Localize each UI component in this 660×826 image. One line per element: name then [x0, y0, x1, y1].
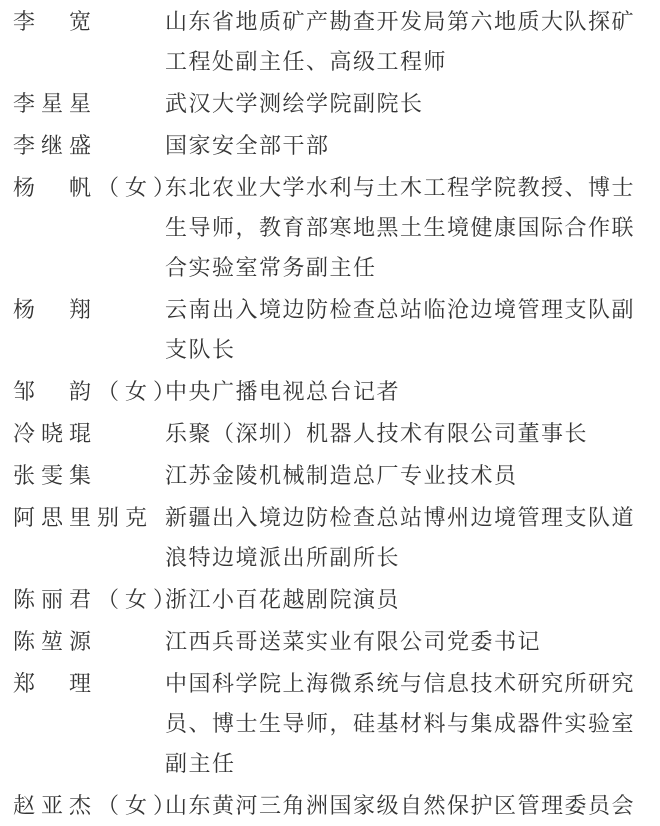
honoree-name: 阿思里别克 — [13, 505, 154, 530]
honoree-entry — [13, 84, 660, 124]
honoree-entry — [13, 414, 660, 454]
honoree-description: 中央广播电视总台记者 — [165, 379, 401, 404]
honoree-description: 山东黄河三角洲国家级自然保护区管理委员会 — [165, 793, 636, 818]
honoree-name: 冷晓琨 — [13, 421, 98, 446]
honoree-name: 李继盛 — [13, 133, 98, 158]
honoree-description: 云南出入境边防检查总站临沧边境管理支队副支队长 — [165, 297, 636, 362]
honoree-entry — [13, 580, 660, 620]
honoree-entry — [13, 290, 660, 370]
honoree-name: 杨 帆（女） — [13, 175, 182, 200]
honoree-description: 江西兵哥送菜实业有限公司党委书记 — [165, 629, 542, 654]
honoree-entry — [13, 498, 660, 578]
honoree-entry — [13, 456, 660, 496]
honoree-name: 赵亚杰（女） — [13, 793, 182, 818]
honoree-name: 李 宽 — [13, 9, 98, 34]
honoree-entry — [13, 168, 660, 288]
honoree-entry — [13, 786, 660, 826]
honoree-description: 武汉大学测绘学院副院长 — [165, 91, 424, 116]
honoree-description: 新疆出入境边防检查总站博州边境管理支队道浪特边境派出所副所长 — [165, 505, 636, 570]
honoree-description: 江苏金陵机械制造总厂专业技术员 — [165, 463, 518, 488]
honoree-name: 郑 理 — [13, 671, 98, 696]
honoree-description: 东北农业大学水利与土木工程学院教授、博士生导师，教育部寒地黑土生境健康国际合作联合实验室常务副主任 — [165, 175, 636, 280]
honoree-name: 邹 韵（女） — [13, 379, 182, 404]
honoree-name: 杨 翔 — [13, 297, 98, 322]
honoree-description: 乐聚（深圳）机器人技术有限公司董事长 — [165, 421, 589, 446]
honoree-description: 浙江小百花越剧院演员 — [165, 587, 401, 612]
honoree-description: 国家安全部干部 — [165, 133, 330, 158]
honoree-entry — [13, 2, 660, 82]
honoree-name: 张雯集 — [13, 463, 98, 488]
honoree-description: 中国科学院上海微系统与信息技术研究所研究员、博士生导师，硅基材料与集成器件实验室副主任 — [165, 671, 636, 776]
honoree-entry — [13, 664, 660, 784]
honoree-entry — [13, 126, 660, 166]
honoree-description: 山东省地质矿产勘查开发局第六地质大队探矿工程处副主任、高级工程师 — [165, 9, 636, 74]
honoree-name: 李星星 — [13, 91, 98, 116]
honoree-entry — [13, 622, 660, 662]
honoree-name: 陈堃源 — [13, 629, 98, 654]
honoree-entry — [13, 372, 660, 412]
honoree-name: 陈丽君（女） — [13, 587, 182, 612]
